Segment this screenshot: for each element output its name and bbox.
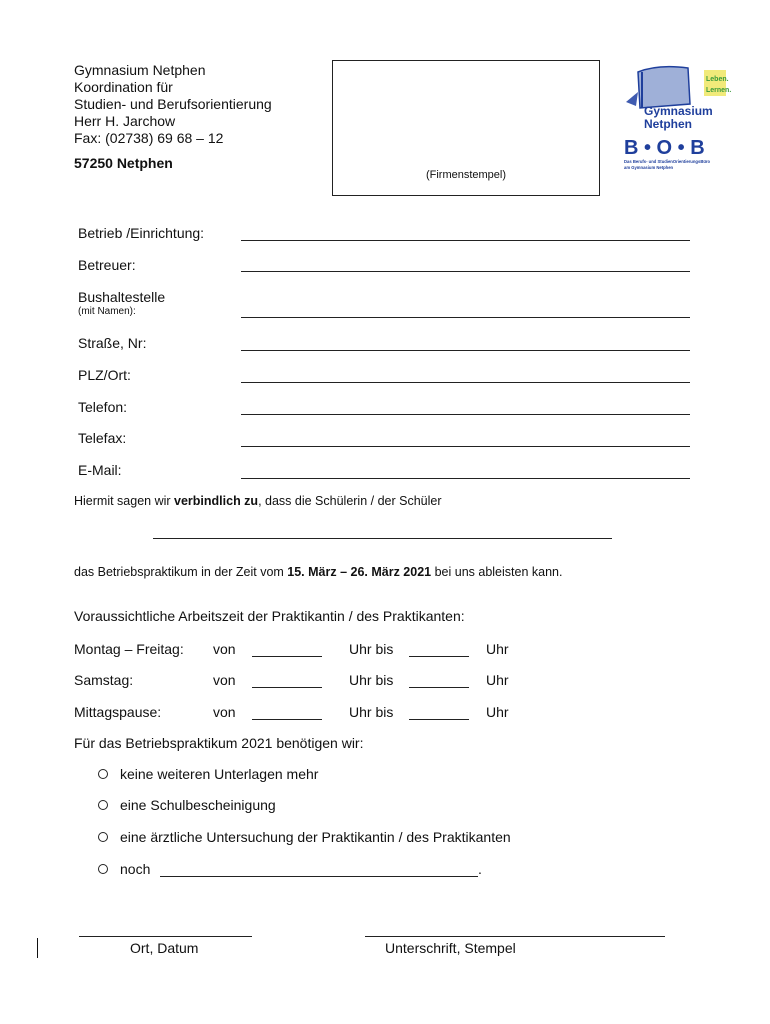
option-radio[interactable] bbox=[98, 832, 108, 842]
option-label: keine weiteren Unterlagen mehr bbox=[120, 766, 319, 782]
label-telefon: Telefon: bbox=[78, 399, 128, 415]
time-to-field[interactable] bbox=[409, 719, 469, 720]
option-label: eine Schulbescheinigung bbox=[120, 797, 276, 813]
option-label: eine ärztliche Untersuchung der Praktikantin / des Praktikanten bbox=[120, 829, 511, 845]
von-label: von bbox=[213, 672, 236, 688]
input-bushaltestelle[interactable] bbox=[241, 317, 690, 318]
time-from-field[interactable] bbox=[252, 687, 322, 688]
input-betrieb[interactable] bbox=[241, 240, 690, 241]
logo-name: Netphen bbox=[644, 117, 692, 131]
place-date-field[interactable] bbox=[79, 936, 252, 937]
input-betreuer[interactable] bbox=[241, 271, 690, 272]
input-strasse[interactable] bbox=[241, 350, 690, 351]
bis-label: Uhr bis bbox=[349, 672, 394, 688]
end-mark: . bbox=[478, 861, 482, 877]
confirmation-text: Hiermit sagen wir verbindlich zu, dass die Schülerin / der Schüler bbox=[74, 494, 442, 508]
address-line: Studien- und Berufsorientierung bbox=[74, 96, 272, 112]
fax-line: Fax: (02738) 69 68 – 12 bbox=[74, 130, 224, 146]
time-to-field[interactable] bbox=[409, 656, 469, 657]
bis-label: Uhr bis bbox=[349, 641, 394, 657]
label-bushaltestelle-sub: (mit Namen): bbox=[78, 306, 136, 317]
student-name-field[interactable] bbox=[153, 538, 612, 539]
stamp-label: (Firmenstempel) bbox=[425, 169, 507, 181]
worktime-heading: Voraussichtliche Arbeitszeit der Praktikantin / des Praktikanten: bbox=[74, 608, 465, 624]
address-line: Herr H. Jarchow bbox=[74, 113, 176, 129]
time-from-field[interactable] bbox=[252, 719, 322, 720]
von-label: von bbox=[213, 641, 236, 657]
period-text: das Betriebspraktikum in der Zeit vom 15. März – 26. März 2021 bei uns ableisten kann. bbox=[74, 565, 563, 579]
uhr-label: Uhr bbox=[486, 672, 509, 688]
bis-label: Uhr bis bbox=[349, 704, 394, 720]
label-email: E-Mail: bbox=[78, 462, 122, 478]
logo-tagline: Lernen. bbox=[706, 87, 732, 94]
signature-label: Unterschrift, Stempel bbox=[385, 940, 516, 956]
worktime-label: Mittagspause: bbox=[74, 704, 162, 720]
school-address bbox=[74, 62, 272, 172]
margin-mark bbox=[37, 938, 38, 958]
address-line: Koordination für bbox=[74, 79, 173, 95]
address-line: Gymnasium Netphen bbox=[74, 62, 206, 78]
option-label: noch bbox=[120, 861, 151, 877]
worktime-label: Montag – Freitag: bbox=[74, 641, 184, 657]
option-radio[interactable] bbox=[98, 864, 108, 874]
label-betrieb: Betrieb /Einrichtung: bbox=[78, 225, 205, 241]
uhr-label: Uhr bbox=[486, 641, 509, 657]
signature-field[interactable] bbox=[365, 936, 665, 937]
worktime-label: Samstag: bbox=[74, 672, 134, 688]
option-radio[interactable] bbox=[98, 800, 108, 810]
company-stamp-box[interactable] bbox=[332, 60, 600, 196]
label-betreuer: Betreuer: bbox=[78, 257, 136, 273]
time-from-field[interactable] bbox=[252, 656, 322, 657]
label-bushaltestelle: Bushaltestelle bbox=[78, 289, 166, 305]
logo-name: Gymnasium bbox=[644, 104, 713, 118]
school-logo bbox=[618, 62, 736, 174]
input-plz-ort[interactable] bbox=[241, 382, 690, 383]
option-radio[interactable] bbox=[98, 769, 108, 779]
other-requirement-field[interactable] bbox=[160, 876, 478, 877]
label-strasse: Straße, Nr: bbox=[78, 335, 147, 351]
place-date-label: Ort, Datum bbox=[130, 940, 199, 956]
time-to-field[interactable] bbox=[409, 687, 469, 688]
von-label: von bbox=[213, 704, 236, 720]
needs-heading: Für das Betriebspraktikum 2021 benötigen wir: bbox=[74, 735, 364, 751]
uhr-label: Uhr bbox=[486, 704, 509, 720]
logo-subline: Das Berufs- und StudienOrientierungsBüro bbox=[624, 159, 711, 164]
logo-bob: B • O • B bbox=[624, 137, 705, 159]
logo-subline: am Gymnasium Netphen bbox=[624, 165, 674, 170]
input-telefax[interactable] bbox=[241, 446, 690, 447]
address-city: 57250 Netphen bbox=[74, 155, 173, 171]
label-telefax: Telefax: bbox=[78, 430, 127, 446]
input-email[interactable] bbox=[241, 478, 690, 479]
logo-tagline: Leben. bbox=[706, 76, 729, 83]
input-telefon[interactable] bbox=[241, 414, 690, 415]
label-plz-ort: PLZ/Ort: bbox=[78, 367, 131, 383]
